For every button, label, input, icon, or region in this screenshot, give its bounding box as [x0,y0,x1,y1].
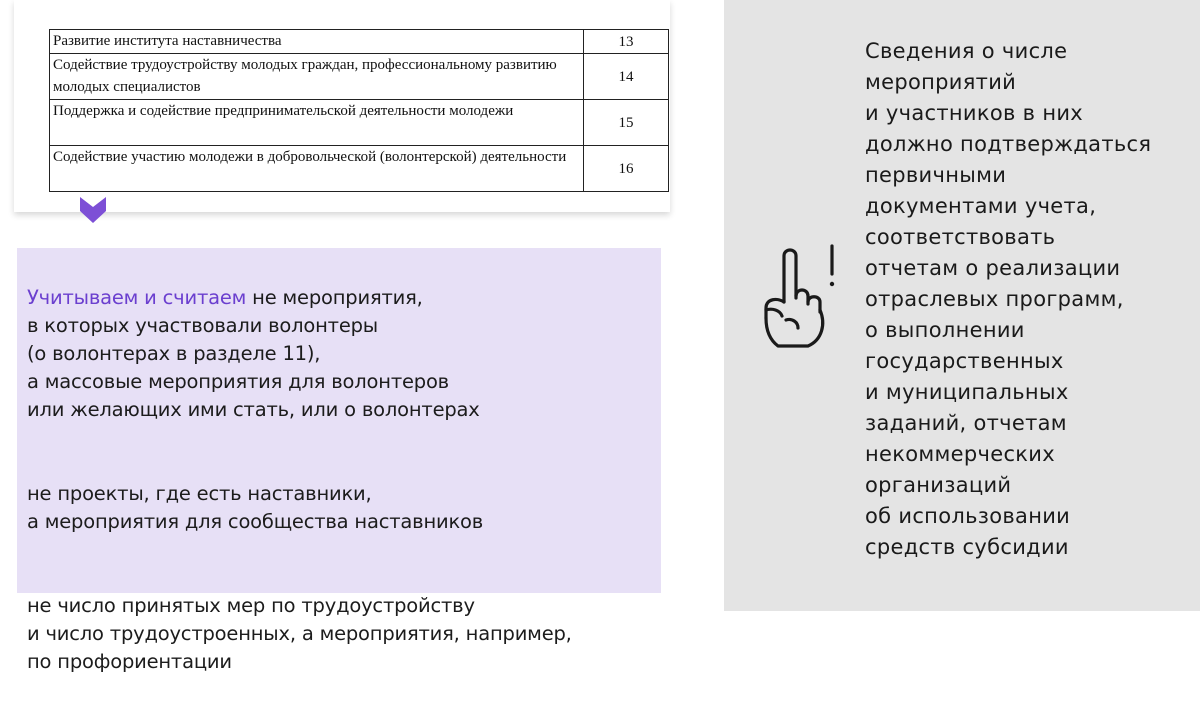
table-cell-number: 15 [584,100,669,146]
table-cell-number: 14 [584,54,669,100]
table-cell-number: 16 [584,146,669,192]
note-accent-phrase: Учитываем и считаем [27,286,247,309]
table-excerpt-card [14,0,670,212]
pointing-hand-exclamation-icon [758,240,840,352]
table-cell-name: Поддержка и содействие предпринимательской деятельности молодежи [50,100,584,146]
explanation-note [17,248,661,673]
note-paragraph-volunteers [27,284,655,424]
events-table [49,29,669,192]
chevron-down-icon [79,196,107,224]
table-row [50,100,669,146]
note-paragraph-text: не мероприятия, в которых участвовали волонтеры (о волонтерах в разделе 11), а массовые мероприятия для волонтеров или желающих ими стать, или о волонтерах [27,286,480,421]
table-cell-name: Развитие института наставничества [50,30,584,54]
table-row [50,30,669,54]
table-cell-name: Содействие трудоустройству молодых граждан, профессиональному развитию молодых специалистов [50,54,584,100]
note-paragraph-mentors: не проекты, где есть наставники, а мероприятия для сообщества наставников [27,482,484,533]
table-cell-name: Содействие участию молодежи в добровольческой (волонтерской) деятельности [50,146,584,192]
table-row [50,146,669,192]
note-paragraph-employment: не число принятых мер по трудоустройству и число трудоустроенных, а мероприятия, например, по профориентации [27,594,572,673]
verification-requirements-text: Сведения о числе мероприятий и участников в них должно подтверждаться первичными документами учета, соответствовать отчетам о реализации отраслевых программ, о выполнении государственных и муниципальных заданий, отчетам некоммерческих организаций об использовании средств субсидии [865,39,1152,559]
note-text [27,256,655,704]
table-row [50,54,669,100]
table-cell-number: 13 [584,30,669,54]
